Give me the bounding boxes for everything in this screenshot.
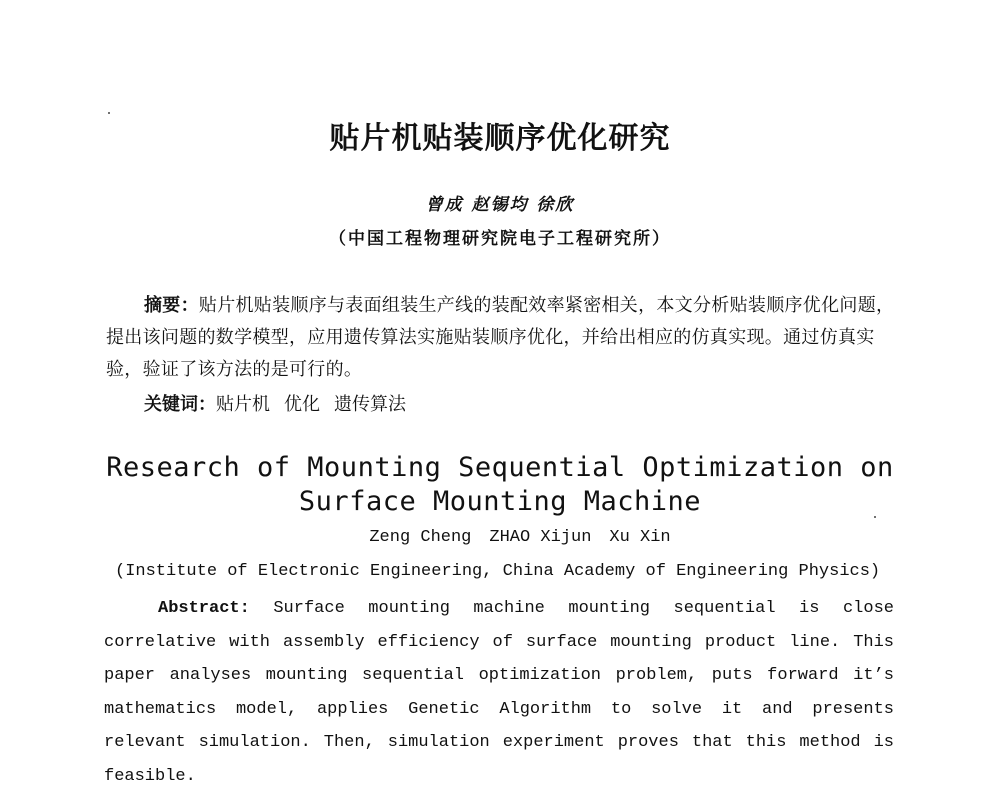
english-abstract (104, 592, 894, 793)
english-title-line-1: Research of Mounting Sequential Optimization on (106, 452, 894, 483)
chinese-affiliation: （中国工程物理研究院电子工程研究所） (329, 229, 671, 249)
english-authors (0, 528, 1000, 547)
keyword: 优化 (284, 394, 320, 415)
chinese-abstract-label: 摘要： (144, 295, 199, 316)
chinese-keywords (144, 390, 420, 416)
english-abstract-text: Surface mounting machine mounting sequential is close correlative with assembly efficiency of surface mounting product line. This paper analyses mounting sequential optimization problem, puts forward it’s mathematics model, applies Genetic Algorithm to solve it and presents relevant simulation. Then, simulation experiment proves that this method is feasible. (104, 599, 894, 786)
english-title (0, 451, 1000, 519)
chinese-title: 贴片机贴装顺序优化研究 (329, 121, 671, 156)
chinese-abstract-text: 贴片机贴装顺序与表面组装生产线的装配效率紧密相关，本文分析贴装顺序优化问题，提出该问题的数学模型，应用遗传算法实施贴装顺序优化，并给出相应的仿真实现。通过仿真实验，验证了该方法的是可行的。 (106, 295, 895, 380)
chinese-keywords-label: 关键词： (144, 394, 216, 415)
chinese-authors: 曾成 赵锡均 徐欣 (425, 195, 575, 215)
keyword: 贴片机 (216, 394, 270, 415)
keyword: 遗传算法 (334, 394, 406, 415)
author-name: Xu Xin (609, 528, 671, 547)
author-name: ZHAO Xijun (489, 528, 592, 547)
english-affiliation: (Institute of Electronic Engineering, China Academy of Engineering Physics) (115, 562, 881, 581)
english-abstract-label: Abstract: (158, 599, 250, 618)
chinese-abstract (106, 290, 896, 386)
author-name: Zeng Cheng (369, 528, 472, 547)
english-title-line-2: Surface Mounting Machine (298, 486, 702, 517)
